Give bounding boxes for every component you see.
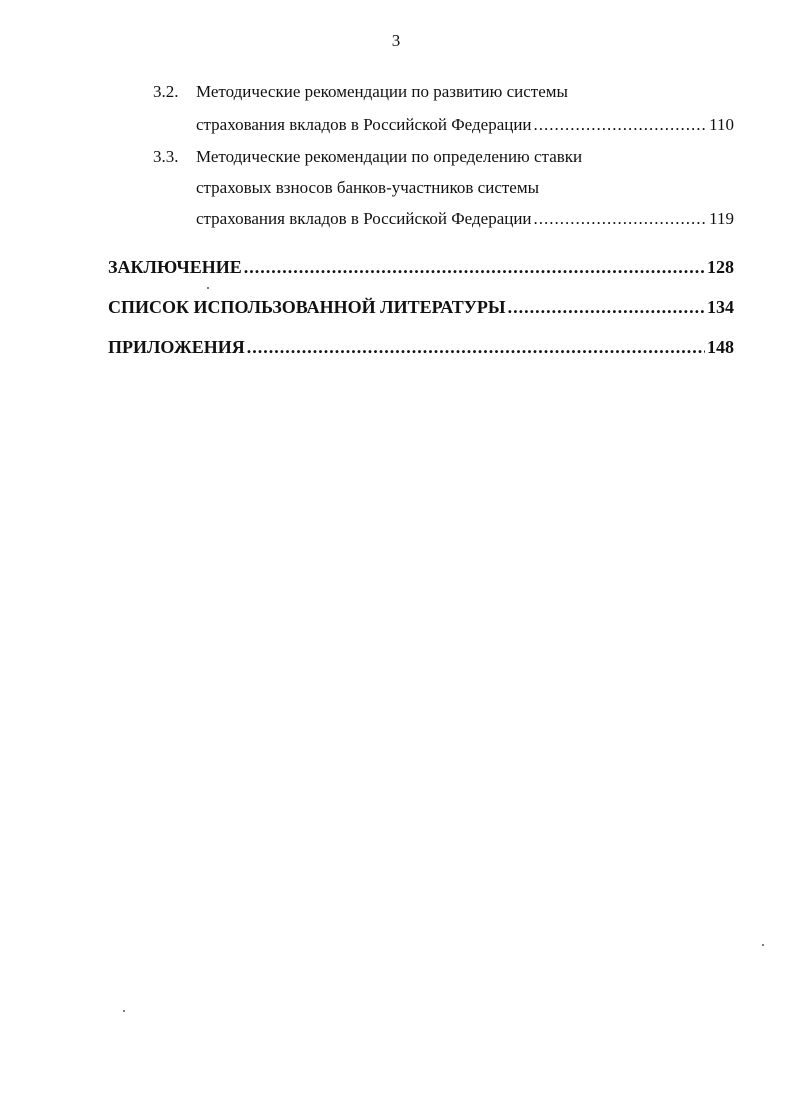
page-number: 3: [391, 31, 401, 50]
toc-entry-text: Методические рекомендации по развитию системы: [196, 82, 568, 101]
dot-leader: [534, 208, 708, 230]
dot-leader: [534, 114, 708, 136]
toc-major-entry[interactable]: [108, 296, 734, 318]
toc-major-entry[interactable]: [108, 336, 734, 358]
toc-page-number: 119: [709, 209, 734, 228]
toc-major-title: СПИСОК ИСПОЛЬЗОВАННОЙ ЛИТЕРАТУРЫ: [108, 297, 506, 317]
toc-entry-text: страховых взносов банков-участников системы: [196, 178, 540, 197]
toc-page-number: 110: [709, 115, 734, 134]
toc-page-number: 148: [707, 337, 734, 357]
scan-speck: [123, 1010, 125, 1012]
toc-page-number: 128: [707, 257, 734, 277]
dot-leader: [508, 296, 705, 318]
scan-speck: [762, 944, 764, 946]
toc-entry-text: страхования вкладов в Российской Федерации: [196, 115, 532, 134]
toc-entry-line: [196, 81, 734, 103]
toc-subsection-number: 3.2.: [153, 82, 179, 101]
toc-entry-line[interactable]: [196, 208, 734, 230]
toc-entry-line: [196, 177, 734, 199]
toc-entry-line: [196, 146, 734, 168]
toc-entry-line[interactable]: [196, 114, 734, 136]
toc-major-title: ЗАКЛЮЧЕНИЕ: [108, 257, 242, 277]
toc-page-number: 134: [707, 297, 734, 317]
toc-major-entry[interactable]: [108, 256, 734, 278]
toc-entry-text: страхования вкладов в Российской Федерации: [196, 209, 532, 228]
toc-subsection-number: 3.3.: [153, 147, 179, 166]
toc-entry-text: Методические рекомендации по определению ставки: [196, 147, 583, 166]
dot-leader: [247, 336, 705, 358]
scan-speck: [207, 287, 209, 289]
dot-leader: [244, 256, 705, 278]
toc-major-title: ПРИЛОЖЕНИЯ: [108, 337, 245, 357]
